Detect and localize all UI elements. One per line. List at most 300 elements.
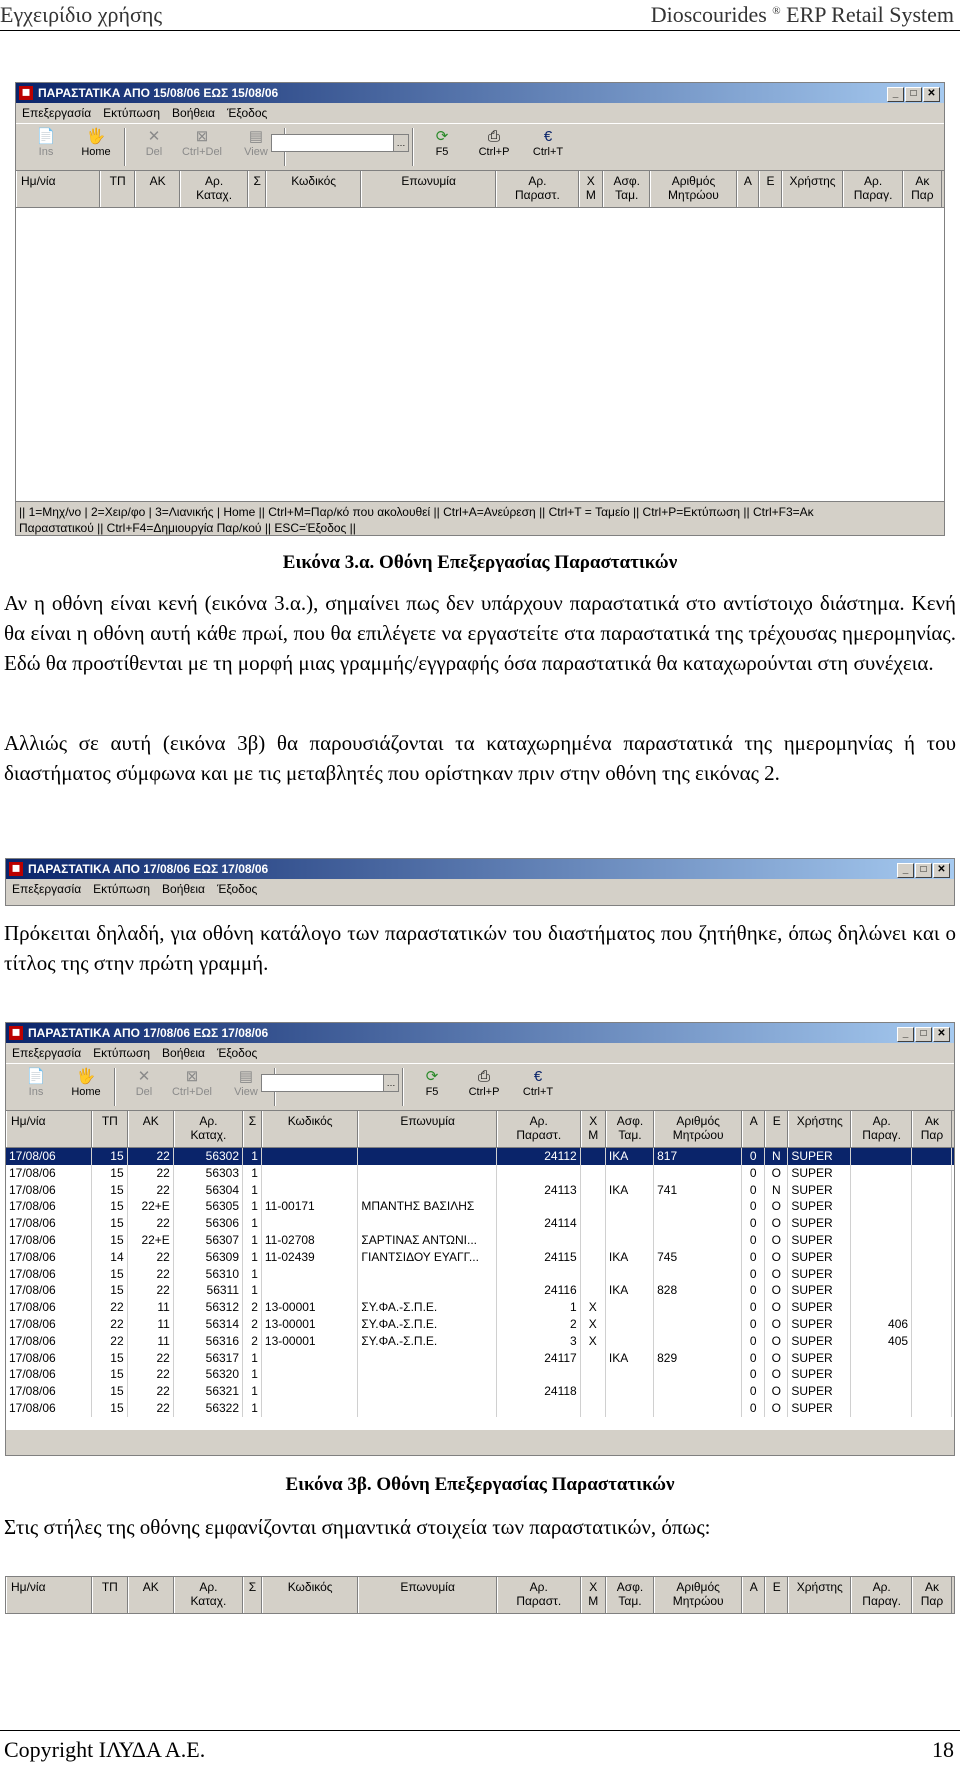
print-button[interactable] — [460, 1068, 508, 1098]
column-header-strip — [5, 1576, 955, 1614]
table-cell: 0 — [742, 1232, 765, 1249]
table-cell — [851, 1299, 912, 1316]
combo-button[interactable]: … — [383, 1075, 398, 1091]
minimize-button[interactable]: _ — [887, 87, 904, 102]
delete-all-icon: ⊠ — [185, 1068, 199, 1085]
table-cell: 11-00171 — [262, 1198, 358, 1215]
table-cell — [851, 1249, 912, 1266]
app-icon: ◼ — [9, 1026, 23, 1040]
maximize-button[interactable]: □ — [905, 87, 922, 102]
table-cell: 22 — [128, 1350, 174, 1367]
column-header[interactable]: ΤΠ — [100, 171, 135, 207]
table-cell — [497, 1266, 581, 1283]
column-header[interactable]: Ε — [765, 1111, 788, 1147]
window-title: ΠΑΡΑΣΤΑΤΙΚΑ ΑΠΟ 15/08/06 ΕΩΣ 15/08/06 — [38, 86, 279, 100]
table-cell: 2 — [243, 1299, 262, 1316]
table-cell — [606, 1215, 654, 1232]
table-cell: 17/08/06 — [6, 1165, 92, 1182]
table-cell: 22 — [128, 1383, 174, 1400]
table-row[interactable] — [6, 1266, 954, 1283]
table-row[interactable] — [6, 1232, 954, 1249]
table-cell: 17/08/06 — [6, 1366, 92, 1383]
table-cell: 17/08/06 — [6, 1282, 92, 1299]
table-cell — [654, 1299, 742, 1316]
column-header[interactable]: Αρ. Παραστ. — [496, 171, 578, 207]
delete-icon: ✕ — [147, 128, 161, 145]
menu-help[interactable]: Βοήθεια — [162, 1046, 205, 1060]
table-cell — [581, 1148, 606, 1165]
table-cell: 24116 — [497, 1282, 581, 1299]
table-cell: 17/08/06 — [6, 1266, 92, 1283]
table-cell: 15 — [92, 1198, 128, 1215]
table-cell — [358, 1266, 496, 1283]
column-header[interactable]: Αριθμός Μητρώου — [650, 171, 736, 207]
view-icon: ▤ — [248, 128, 264, 145]
table-cell — [358, 1350, 496, 1367]
table-cell: ΣΥ.ΦΑ.-Σ.Π.Ε. — [358, 1333, 496, 1350]
table-cell: 24117 — [497, 1350, 581, 1367]
table-cell: 56307 — [174, 1232, 243, 1249]
column-header[interactable]: Αριθμός Μητρώου — [654, 1577, 742, 1613]
search-combo[interactable] — [261, 1074, 399, 1092]
table-cell: 0 — [742, 1299, 765, 1316]
table-cell — [912, 1350, 952, 1367]
column-header[interactable]: Χρήστης — [788, 1577, 851, 1613]
table-row[interactable] — [6, 1148, 954, 1165]
table-cell — [851, 1282, 912, 1299]
table-row[interactable] — [6, 1215, 954, 1232]
column-header[interactable]: Ασφ. Ταμ. — [603, 171, 650, 207]
ins-button-label: Ins — [28, 1086, 44, 1098]
table-cell: 15 — [92, 1366, 128, 1383]
ins-button[interactable] — [22, 128, 70, 158]
table-cell: 56320 — [174, 1366, 243, 1383]
ctrl-del-button[interactable] — [178, 128, 226, 158]
table-cell: 1 — [243, 1249, 262, 1266]
table-cell — [851, 1198, 912, 1215]
column-header[interactable]: Αρ. Παραγ. — [851, 1111, 912, 1147]
table-cell: 22+Ε — [128, 1198, 174, 1215]
table-row[interactable] — [6, 1249, 954, 1266]
table-cell — [358, 1148, 496, 1165]
table-cell — [581, 1350, 606, 1367]
table-cell: ΙΚΑ — [606, 1350, 654, 1367]
table-cell: 17/08/06 — [6, 1182, 92, 1199]
table-row[interactable] — [6, 1198, 954, 1215]
table-cell: 0 — [742, 1249, 765, 1266]
table-cell — [654, 1333, 742, 1350]
table-cell: SUPER — [788, 1249, 851, 1266]
table-cell — [912, 1316, 952, 1333]
table-cell: Ο — [765, 1400, 788, 1417]
table-cell: 0 — [742, 1350, 765, 1367]
table-cell — [851, 1148, 912, 1165]
table-cell — [262, 1165, 358, 1182]
table-cell — [912, 1165, 952, 1182]
table-cell: 56321 — [174, 1383, 243, 1400]
table-cell — [358, 1165, 496, 1182]
table-cell: 15 — [92, 1182, 128, 1199]
maximize-button[interactable]: □ — [915, 863, 932, 878]
column-header[interactable]: ΑΚ — [135, 171, 180, 207]
column-header[interactable]: Α — [742, 1111, 765, 1147]
table-row[interactable] — [6, 1333, 954, 1350]
table-cell: Ο — [765, 1266, 788, 1283]
table-cell — [851, 1232, 912, 1249]
table-row[interactable] — [6, 1282, 954, 1299]
table-row[interactable] — [6, 1182, 954, 1199]
column-header[interactable]: Αρ. Καταχ. — [174, 1111, 243, 1147]
table-cell: 406 — [851, 1316, 912, 1333]
column-header[interactable]: Αρ. Παραγ. — [843, 171, 903, 207]
table-cell: Ν — [765, 1148, 788, 1165]
table-cell: SUPER — [788, 1165, 851, 1182]
table-cell: SUPER — [788, 1383, 851, 1400]
table-cell: SUPER — [788, 1316, 851, 1333]
table-cell — [654, 1316, 742, 1333]
column-header[interactable]: Ημ/νία — [6, 1111, 92, 1147]
table-cell: Ο — [765, 1165, 788, 1182]
search-combo[interactable] — [271, 134, 409, 152]
table-cell — [262, 1383, 358, 1400]
table-cell: 13-00001 — [262, 1316, 358, 1333]
table-cell: 24114 — [497, 1215, 581, 1232]
table-cell: 2 — [243, 1316, 262, 1333]
copyright: Copyright ΙΛΥΔΑ Α.Ε. — [4, 1737, 206, 1762]
home-button-label: Home — [81, 146, 111, 158]
table-cell: SUPER — [788, 1215, 851, 1232]
column-header[interactable]: Ακ Παρ — [903, 171, 942, 207]
table-row[interactable] — [6, 1366, 954, 1383]
menu-bar — [6, 1043, 954, 1063]
figure-caption-3b: Εικόνα 3β. Οθόνη Επεξεργασίας Παραστατικών — [285, 1474, 675, 1495]
app-icon: ◼ — [19, 86, 33, 100]
column-header[interactable]: Κωδικός — [266, 171, 360, 207]
table-cell: 1 — [243, 1350, 262, 1367]
table-cell — [262, 1266, 358, 1283]
table-cell — [606, 1400, 654, 1417]
table-cell — [262, 1182, 358, 1199]
table-cell: Ο — [765, 1383, 788, 1400]
table-cell — [581, 1182, 606, 1199]
table-cell — [606, 1266, 654, 1283]
column-header[interactable]: ΑΚ — [128, 1577, 174, 1613]
refresh-icon: ⟳ — [435, 128, 449, 145]
column-header[interactable]: Αρ. Παραγ. — [851, 1577, 912, 1613]
column-header[interactable]: Ε — [759, 171, 782, 207]
table-cell: 56316 — [174, 1333, 243, 1350]
table-cell — [851, 1366, 912, 1383]
table-cell: Ο — [765, 1299, 788, 1316]
table-cell — [358, 1383, 496, 1400]
table-cell: 1 — [243, 1232, 262, 1249]
table-cell: 17/08/06 — [6, 1383, 92, 1400]
table-cell: SUPER — [788, 1299, 851, 1316]
print-button[interactable] — [470, 128, 518, 158]
table-cell: 1 — [243, 1266, 262, 1283]
column-header[interactable]: ΑΚ — [128, 1111, 174, 1147]
grid-body — [6, 1148, 954, 1430]
table-cell: 17/08/06 — [6, 1148, 92, 1165]
column-header[interactable]: Χ Μ — [581, 1577, 606, 1613]
menu-exit[interactable]: Έξοδος — [217, 882, 258, 896]
f5-button[interactable] — [408, 1068, 456, 1098]
menu-print[interactable]: Εκτύπωση — [93, 1046, 151, 1060]
table-cell: Ο — [765, 1316, 788, 1333]
table-cell: 56322 — [174, 1400, 243, 1417]
column-header[interactable]: Ε — [765, 1577, 788, 1613]
grid-header — [16, 171, 944, 208]
column-header[interactable]: Ασφ. Ταμ. — [606, 1577, 654, 1613]
column-header[interactable]: Αρ. Καταχ. — [180, 171, 248, 207]
print-button-label: Ctrl+P — [478, 146, 510, 158]
paragraph-title-explanation: Πρόκειται δηλαδή, για οθόνη κατάλογο των παραστατικών του διαστήματος που ζητήθηκε, όπως δηλώνει και ο τίτλος της στην πρώτη γραμμή. — [4, 921, 956, 975]
cashier-button[interactable] — [514, 1068, 562, 1098]
table-cell — [912, 1232, 952, 1249]
menu-exit[interactable]: Έξοδος — [217, 1046, 258, 1060]
f5-button-label: F5 — [435, 146, 449, 158]
title-bar — [6, 1023, 954, 1043]
table-cell: 3 — [497, 1333, 581, 1350]
ctrl-del-button[interactable] — [168, 1068, 216, 1098]
menu-print[interactable]: Εκτύπωση — [103, 106, 161, 120]
paragraph-listed-documents: Αλλιώς σε αυτή (εικόνα 3β) θα παρουσιάζονται τα καταχωρημένα παραστατικά της ημερομηνίας ή του διαστήματος σύμφωνα και με τις μεταβλητές που ορίστηκαν πριν στην οθόνη της εικόνας 2. — [4, 731, 956, 785]
printer-icon: ⎙ — [477, 1068, 490, 1085]
table-cell: 24113 — [497, 1182, 581, 1199]
table-cell: 15 — [92, 1383, 128, 1400]
ins-button[interactable] — [12, 1068, 60, 1098]
column-header[interactable]: Ακ Παρ — [912, 1577, 952, 1613]
table-cell — [358, 1282, 496, 1299]
table-cell: 17/08/06 — [6, 1198, 92, 1215]
column-header[interactable]: Αρ. Παραστ. — [497, 1111, 581, 1147]
menu-edit[interactable]: Επεξεργασία — [12, 1046, 82, 1060]
menu-help[interactable]: Βοήθεια — [172, 106, 215, 120]
table-cell: SUPER — [788, 1232, 851, 1249]
column-header[interactable]: Α — [742, 1577, 765, 1613]
table-cell: 22 — [92, 1316, 128, 1333]
table-cell: 0 — [742, 1198, 765, 1215]
column-header[interactable]: Αριθμός Μητρώου — [654, 1111, 742, 1147]
table-cell: 15 — [92, 1350, 128, 1367]
table-cell — [654, 1383, 742, 1400]
table-cell: ΙΚΑ — [606, 1282, 654, 1299]
column-header[interactable]: Χ Μ — [579, 171, 604, 207]
menu-edit[interactable]: Επεξεργασία — [12, 882, 82, 896]
column-header[interactable]: Σ — [243, 1577, 262, 1613]
column-header[interactable]: Αρ. Παραστ. — [497, 1577, 581, 1613]
window-title: ΠΑΡΑΣΤΑΤΙΚΑ ΑΠΟ 17/08/06 ΕΩΣ 17/08/06 — [28, 862, 269, 876]
table-cell: 15 — [92, 1232, 128, 1249]
column-header[interactable]: Κωδικός — [262, 1111, 358, 1147]
table-cell: 1 — [497, 1299, 581, 1316]
del-button[interactable] — [120, 1068, 168, 1098]
table-cell: Ο — [765, 1232, 788, 1249]
column-header[interactable]: Ασφ. Ταμ. — [606, 1111, 654, 1147]
table-cell: 15 — [92, 1148, 128, 1165]
table-cell: 17/08/06 — [6, 1299, 92, 1316]
table-cell: 17/08/06 — [6, 1215, 92, 1232]
column-header[interactable]: Αρ. Καταχ. — [174, 1577, 243, 1613]
table-cell: 56311 — [174, 1282, 243, 1299]
menu-help[interactable]: Βοήθεια — [162, 882, 205, 896]
table-row[interactable] — [6, 1165, 954, 1182]
table-cell: 56303 — [174, 1165, 243, 1182]
table-cell: 1 — [243, 1165, 262, 1182]
table-cell: Ν — [765, 1182, 788, 1199]
table-cell: ΓΙΑΝΤΣΙΔΟΥ ΕΥΑΓΓ... — [358, 1249, 496, 1266]
table-cell: SUPER — [788, 1350, 851, 1367]
column-header[interactable]: Επωνυμία — [361, 171, 497, 207]
table-cell: 15 — [92, 1282, 128, 1299]
column-header[interactable]: ΤΠ — [92, 1111, 128, 1147]
column-header[interactable]: Σ — [248, 171, 266, 207]
grid-body-empty[interactable] — [16, 208, 944, 501]
table-cell: ΣΥ.ΦΑ.-Σ.Π.Ε. — [358, 1299, 496, 1316]
table-cell — [912, 1400, 952, 1417]
table-cell: 22 — [128, 1148, 174, 1165]
close-button[interactable]: ✕ — [933, 1027, 950, 1042]
toolbar-separator — [114, 1068, 116, 1106]
minimize-button[interactable]: _ — [897, 1027, 914, 1042]
table-cell: 0 — [742, 1215, 765, 1232]
home-button[interactable] — [62, 1068, 110, 1098]
paragraph-columns-intro: Στις στήλες της οθόνης εμφανίζονται σημαντικά στοιχεία των παραστατικών, όπως: — [4, 1515, 711, 1539]
table-cell: 0 — [742, 1333, 765, 1350]
table-cell: 2 — [497, 1316, 581, 1333]
del-button-label: Del — [135, 1086, 153, 1098]
table-cell: ΙΚΑ — [606, 1249, 654, 1266]
delete-icon: ✕ — [137, 1068, 151, 1085]
title-bar — [16, 83, 944, 103]
cashier-button-label: Ctrl+T — [522, 1086, 554, 1098]
table-cell — [912, 1215, 952, 1232]
table-cell: 22 — [128, 1282, 174, 1299]
table-cell — [262, 1215, 358, 1232]
table-cell — [912, 1249, 952, 1266]
table-cell — [912, 1182, 952, 1199]
minimize-button[interactable]: _ — [897, 863, 914, 878]
table-cell: 15 — [92, 1215, 128, 1232]
table-row[interactable] — [6, 1400, 954, 1417]
table-cell: 11 — [128, 1316, 174, 1333]
table-cell: 17/08/06 — [6, 1400, 92, 1417]
column-header[interactable]: Χ Μ — [581, 1111, 606, 1147]
home-button[interactable] — [72, 128, 120, 158]
table-cell: 0 — [742, 1165, 765, 1182]
table-cell — [851, 1400, 912, 1417]
column-header[interactable]: Α — [737, 171, 760, 207]
table-row[interactable] — [6, 1350, 954, 1367]
table-cell: SUPER — [788, 1182, 851, 1199]
table-cell: 829 — [654, 1350, 742, 1367]
table-cell: 56312 — [174, 1299, 243, 1316]
table-cell: 11-02708 — [262, 1232, 358, 1249]
table-cell — [358, 1182, 496, 1199]
figure-caption-3a: Εικόνα 3.α. Οθόνη Επεξεργασίας Παραστατικών — [282, 552, 678, 573]
table-cell: 0 — [742, 1400, 765, 1417]
hand-icon: 🖐 — [76, 1068, 96, 1085]
column-header[interactable]: Επωνυμία — [358, 1111, 496, 1147]
del-button-label: Del — [145, 146, 163, 158]
maximize-button[interactable]: □ — [915, 1027, 932, 1042]
table-cell — [851, 1165, 912, 1182]
del-button[interactable] — [130, 128, 178, 158]
table-row[interactable] — [6, 1316, 954, 1333]
table-cell: Ο — [765, 1366, 788, 1383]
f5-button[interactable] — [418, 128, 466, 158]
table-cell — [497, 1400, 581, 1417]
ins-button-label: Ins — [38, 146, 54, 158]
table-cell: 11 — [128, 1299, 174, 1316]
grid-header — [6, 1111, 954, 1148]
table-cell — [497, 1165, 581, 1182]
table-cell: 17/08/06 — [6, 1350, 92, 1367]
view-button-label: View — [234, 1086, 258, 1098]
column-header[interactable]: Χρήστης — [788, 1111, 851, 1147]
menu-print[interactable]: Εκτύπωση — [93, 882, 151, 896]
close-button[interactable]: ✕ — [923, 87, 940, 102]
column-header[interactable]: Χρήστης — [782, 171, 844, 207]
table-cell — [912, 1383, 952, 1400]
column-header[interactable]: Ημ/νία — [16, 171, 100, 207]
table-cell: 24118 — [497, 1383, 581, 1400]
table-cell: Ο — [765, 1350, 788, 1367]
combo-button[interactable]: … — [393, 135, 408, 151]
title-bar — [6, 859, 954, 879]
column-header[interactable]: Κωδικός — [262, 1577, 358, 1613]
cashier-button[interactable] — [524, 128, 572, 158]
table-cell: ΣΑΡΤΙΝΑΣ ΑΝΤΩΝΙ... — [358, 1232, 496, 1249]
column-header[interactable]: ΤΠ — [92, 1577, 128, 1613]
table-cell — [358, 1400, 496, 1417]
table-cell — [912, 1299, 952, 1316]
euro-icon: € — [543, 128, 553, 145]
column-header[interactable]: Επωνυμία — [358, 1577, 496, 1613]
table-cell — [358, 1215, 496, 1232]
menu-bar — [6, 879, 954, 899]
table-row[interactable] — [6, 1299, 954, 1316]
page-number: 18 — [932, 1737, 954, 1762]
column-header[interactable]: Ημ/νία — [6, 1577, 92, 1613]
table-cell: SUPER — [788, 1282, 851, 1299]
table-row[interactable] — [6, 1383, 954, 1400]
table-cell: 405 — [851, 1333, 912, 1350]
table-cell — [654, 1232, 742, 1249]
hand-icon: 🖐 — [86, 128, 106, 145]
print-button-label: Ctrl+P — [468, 1086, 500, 1098]
table-cell: 11 — [128, 1333, 174, 1350]
table-cell: 13-00001 — [262, 1333, 358, 1350]
table-cell: SUPER — [788, 1366, 851, 1383]
column-header[interactable]: Ακ Παρ — [912, 1111, 952, 1147]
product-title: Dioscourides ® ERP Retail System — [650, 2, 954, 27]
table-cell — [912, 1282, 952, 1299]
table-cell: ΙΚΑ — [606, 1182, 654, 1199]
app-icon: ◼ — [9, 862, 23, 876]
table-cell: Χ — [581, 1316, 606, 1333]
menu-edit[interactable]: Επεξεργασία — [22, 106, 92, 120]
table-cell — [851, 1215, 912, 1232]
column-header[interactable]: Σ — [243, 1111, 262, 1147]
table-cell: 828 — [654, 1282, 742, 1299]
table-cell: 817 — [654, 1148, 742, 1165]
new-document-icon: 📄 — [26, 1068, 46, 1085]
menu-exit[interactable]: Έξοδος — [227, 106, 268, 120]
status-line-2: Παραστατικού || Ctrl+F4=Δημιουργία Παρ/κού || ESC=Έξοδος || — [19, 521, 356, 535]
close-button[interactable]: ✕ — [933, 863, 950, 878]
table-cell: 14 — [92, 1249, 128, 1266]
